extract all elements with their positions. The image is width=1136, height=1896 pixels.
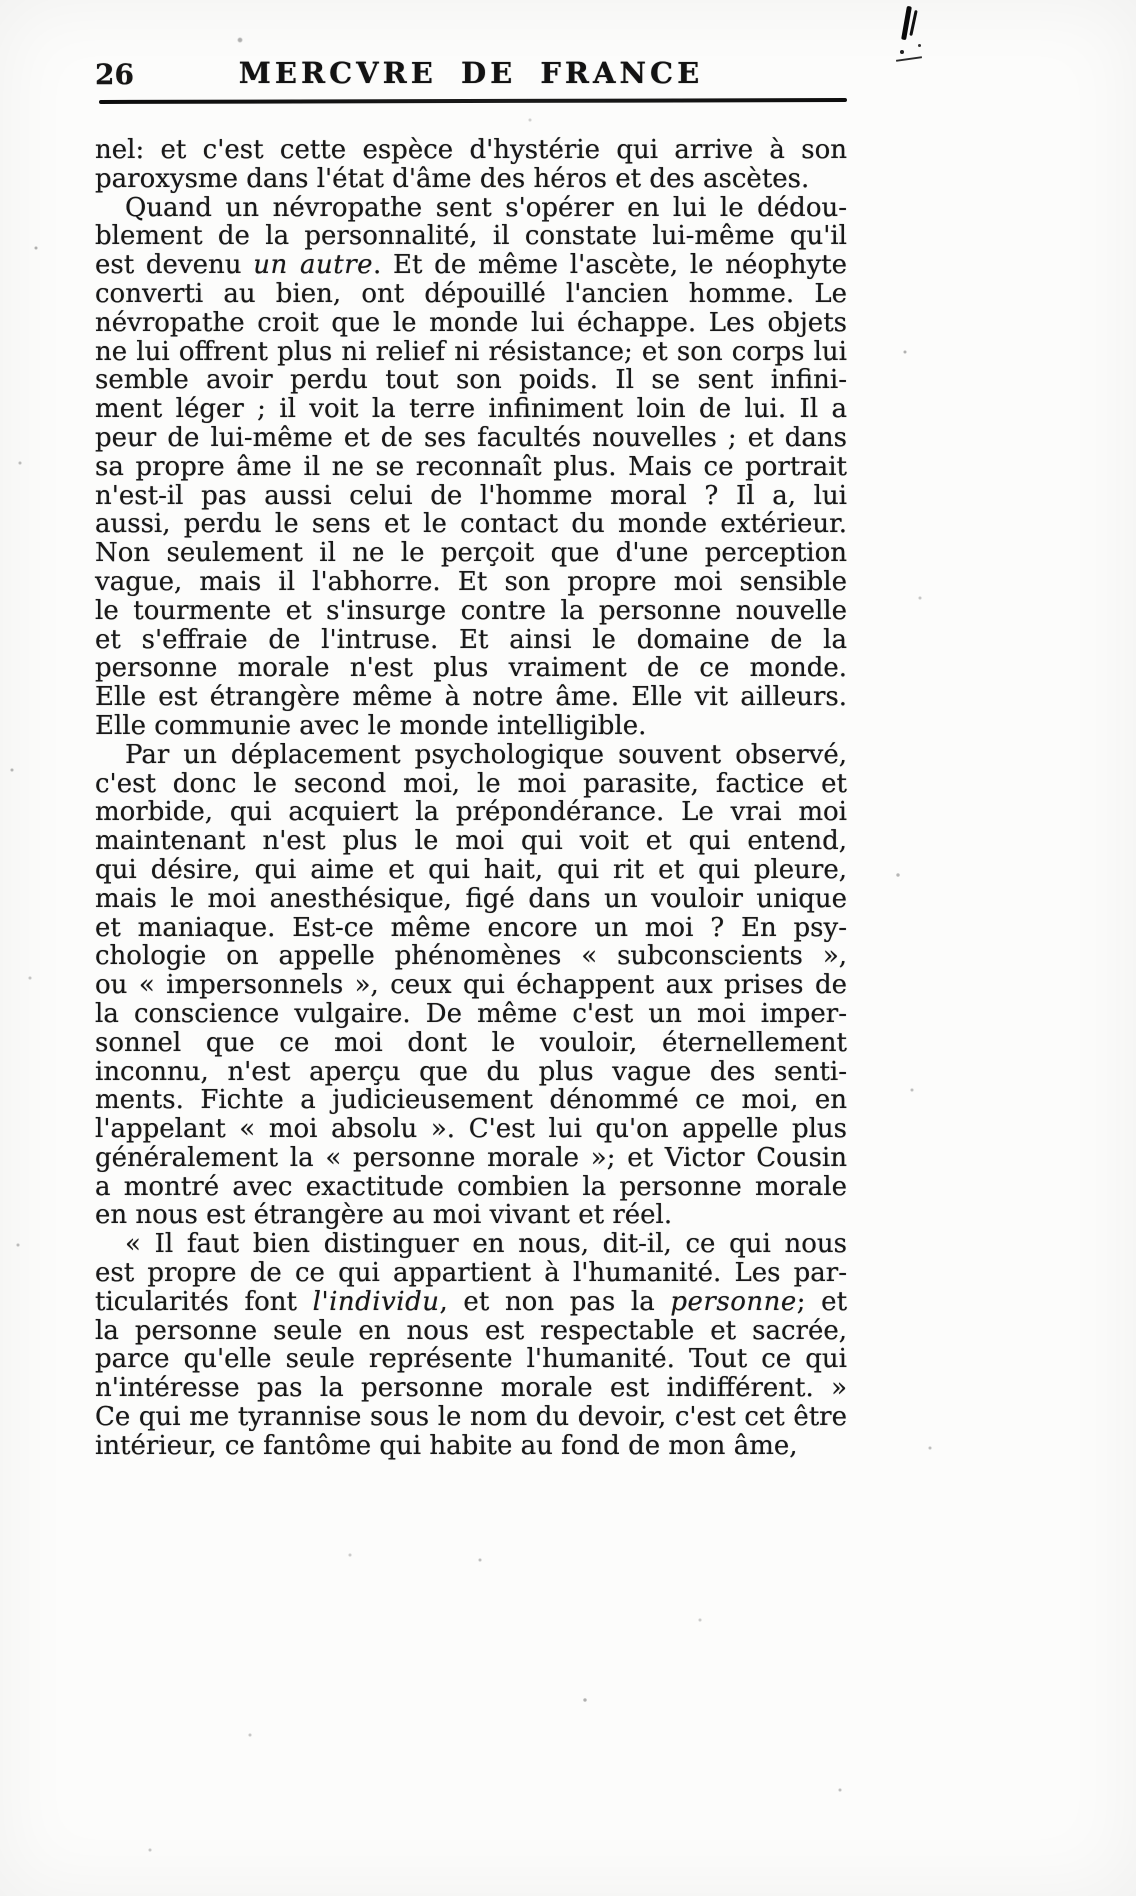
text-line bbox=[95, 1173, 847, 1202]
text-segment: ou « impersonnels », ceux qui échappent aux prises de bbox=[95, 970, 847, 1001]
text-segment: vague, mais il l'abhorre. Et son propre moi sensible bbox=[95, 566, 847, 597]
text-line bbox=[95, 309, 847, 338]
text-line bbox=[95, 1259, 847, 1288]
text-segment: en nous est étrangère au moi vivant et réel. bbox=[95, 1200, 673, 1231]
text-segment: Elle communie avec le monde intelligible. bbox=[95, 710, 647, 741]
text-line bbox=[95, 971, 847, 1000]
text-line bbox=[95, 654, 847, 683]
text-segment: n'intéresse pas la personne morale est indifférent. » bbox=[95, 1373, 847, 1404]
text-line bbox=[95, 568, 847, 597]
text-segment: chologie on appelle phénomènes « subconscients », bbox=[95, 941, 847, 972]
text-line bbox=[95, 914, 847, 943]
text-segment: intérieur, ce fantôme qui habite au fond de mon âme, bbox=[95, 1430, 798, 1461]
text-segment: est propre de ce qui appartient à l'humanité. Les par- bbox=[95, 1258, 847, 1289]
text-line bbox=[95, 453, 847, 482]
text-segment: « Il faut bien distinguer en nous, dit-il, ce qui nous bbox=[125, 1229, 847, 1260]
italic-text: un autre bbox=[253, 250, 374, 281]
text-line bbox=[95, 194, 847, 223]
text-segment: . Et de même l'ascète, le néophyte bbox=[373, 250, 848, 281]
text-segment: ; et bbox=[796, 1286, 848, 1317]
text-line bbox=[95, 1432, 847, 1461]
text-segment: blement de la personnalité, il constate lui-même qu'il bbox=[95, 221, 847, 252]
ink-smudge-mark bbox=[900, 50, 904, 54]
body-text bbox=[95, 136, 847, 1461]
ink-smudge-mark bbox=[918, 44, 921, 47]
text-line bbox=[95, 741, 847, 770]
text-segment: nel: et c'est cette espèce d'hystérie qui arrive à son bbox=[95, 135, 847, 165]
text-segment: maintenant n'est plus le moi qui voit et qui entend, bbox=[95, 826, 847, 857]
text-segment: semble avoir perdu tout son poids. Il se sent infini- bbox=[95, 365, 847, 396]
text-segment: n'est-il pas aussi celui de l'homme moral ? Il a, lui bbox=[95, 480, 847, 511]
text-line bbox=[95, 942, 847, 971]
text-segment: le tourmente et s'insurge contre la personne nouvelle bbox=[95, 595, 847, 626]
text-line bbox=[95, 1086, 847, 1115]
text-line bbox=[95, 1201, 847, 1230]
paragraph bbox=[95, 194, 847, 741]
text-line bbox=[95, 366, 847, 395]
text-line bbox=[95, 798, 847, 827]
text-line bbox=[95, 165, 847, 194]
text-segment: sa propre âme il ne se reconnaît plus. Mais ce portrait bbox=[95, 451, 847, 482]
text-line bbox=[95, 338, 847, 367]
text-segment: sonnel que ce moi dont le vouloir, éternellement bbox=[95, 1027, 847, 1058]
text-segment: la conscience vulgaire. De même c'est un moi imper- bbox=[95, 998, 847, 1029]
paragraph bbox=[95, 136, 847, 194]
text-line bbox=[95, 885, 847, 914]
text-line bbox=[95, 424, 847, 453]
text-segment: névropathe croit que le monde lui échappe. Les objets bbox=[95, 307, 847, 338]
italic-text: personne bbox=[670, 1286, 797, 1317]
text-segment: parce qu'elle seule représente l'humanité. Tout ce qui bbox=[95, 1344, 847, 1375]
text-segment: ments. Fichte a judicieusement dénommé ce moi, en bbox=[95, 1085, 847, 1116]
page-number: 26 bbox=[95, 58, 134, 91]
page-title: MERCVRE DE FRANCE bbox=[238, 56, 704, 90]
text-line bbox=[95, 597, 847, 626]
text-segment: a montré avec exactitude combien la personne morale bbox=[95, 1171, 847, 1202]
text-segment: personne morale n'est plus vraiment de ce monde. bbox=[95, 653, 847, 684]
text-line bbox=[95, 1403, 847, 1432]
text-segment: ticularités font bbox=[95, 1286, 313, 1317]
text-segment: et maniaque. Est-ce même encore un moi ? En psy- bbox=[95, 912, 847, 943]
text-segment: morbide, qui acquiert la prépondérance. Le vrai moi bbox=[95, 797, 847, 828]
text-segment: , et non pas la bbox=[439, 1286, 671, 1317]
text-segment: Ce qui me tyrannise sous le nom du devoir, c'est cet être bbox=[95, 1402, 847, 1433]
text-line bbox=[95, 856, 847, 885]
header-divider-rule bbox=[99, 98, 847, 104]
text-line bbox=[95, 395, 847, 424]
text-segment: qui désire, qui aime et qui hait, qui rit et qui pleure, bbox=[95, 854, 847, 885]
italic-text: l'individu bbox=[312, 1286, 440, 1317]
text-segment: converti au bien, ont dépouillé l'ancien homme. Le bbox=[95, 278, 847, 309]
text-line bbox=[95, 1288, 847, 1317]
ink-smudge-mark bbox=[896, 56, 922, 62]
text-line bbox=[95, 1345, 847, 1374]
text-segment: la personne seule en nous est respectable et sacrée, bbox=[95, 1315, 847, 1346]
text-line bbox=[95, 1029, 847, 1058]
text-line bbox=[95, 1058, 847, 1087]
text-segment: paroxysme dans l'état d'âme des héros et des ascètes. bbox=[95, 163, 810, 194]
text-line bbox=[95, 712, 847, 741]
paragraph bbox=[95, 741, 847, 1231]
text-line bbox=[95, 1115, 847, 1144]
text-line bbox=[95, 1317, 847, 1346]
text-segment: ne lui offrent plus ni relief ni résistance; et son corps lui bbox=[95, 336, 847, 367]
text-line bbox=[95, 1000, 847, 1029]
text-segment: l'appelant « moi absolu ». C'est lui qu'on appelle plus bbox=[95, 1114, 847, 1145]
text-line bbox=[95, 539, 847, 568]
text-line bbox=[95, 770, 847, 799]
text-line bbox=[95, 683, 847, 712]
text-segment: Non seulement il ne le perçoit que d'une perception bbox=[95, 538, 847, 569]
text-line bbox=[95, 1230, 847, 1259]
text-segment: aussi, perdu le sens et le contact du monde extérieur. bbox=[95, 509, 847, 540]
text-line bbox=[95, 1374, 847, 1403]
text-segment: Par un déplacement psychologique souvent observé, bbox=[125, 739, 847, 770]
text-line bbox=[95, 136, 847, 165]
text-segment: peur de lui-même et de ses facultés nouvelles ; et dans bbox=[95, 422, 847, 453]
text-segment: ment léger ; il voit la terre infiniment loin de lui. Il a bbox=[95, 394, 847, 425]
text-segment: et s'effraie de l'intruse. Et ainsi le domaine de la bbox=[95, 624, 847, 655]
text-line bbox=[95, 827, 847, 856]
text-segment: généralement la « personne morale »; et Victor Cousin bbox=[95, 1142, 847, 1173]
text-line bbox=[95, 1144, 847, 1173]
text-line bbox=[95, 626, 847, 655]
text-line bbox=[95, 222, 847, 251]
text-segment: c'est donc le second moi, le moi parasite, factice et bbox=[95, 768, 847, 799]
text-line bbox=[95, 251, 847, 280]
text-segment: Elle est étrangère même à notre âme. Elle vit ailleurs. bbox=[95, 682, 847, 713]
text-segment: mais le moi anesthésique, figé dans un vouloir unique bbox=[95, 883, 847, 914]
text-segment: inconnu, n'est aperçu que du plus vague des senti- bbox=[95, 1056, 847, 1087]
text-segment: est devenu bbox=[95, 250, 254, 281]
text-line bbox=[95, 280, 847, 309]
ink-smudge bbox=[896, 6, 936, 76]
text-line bbox=[95, 482, 847, 511]
text-segment: Quand un névropathe sent s'opérer en lui le dédou- bbox=[125, 192, 847, 223]
paragraph bbox=[95, 1230, 847, 1460]
text-line bbox=[95, 510, 847, 539]
